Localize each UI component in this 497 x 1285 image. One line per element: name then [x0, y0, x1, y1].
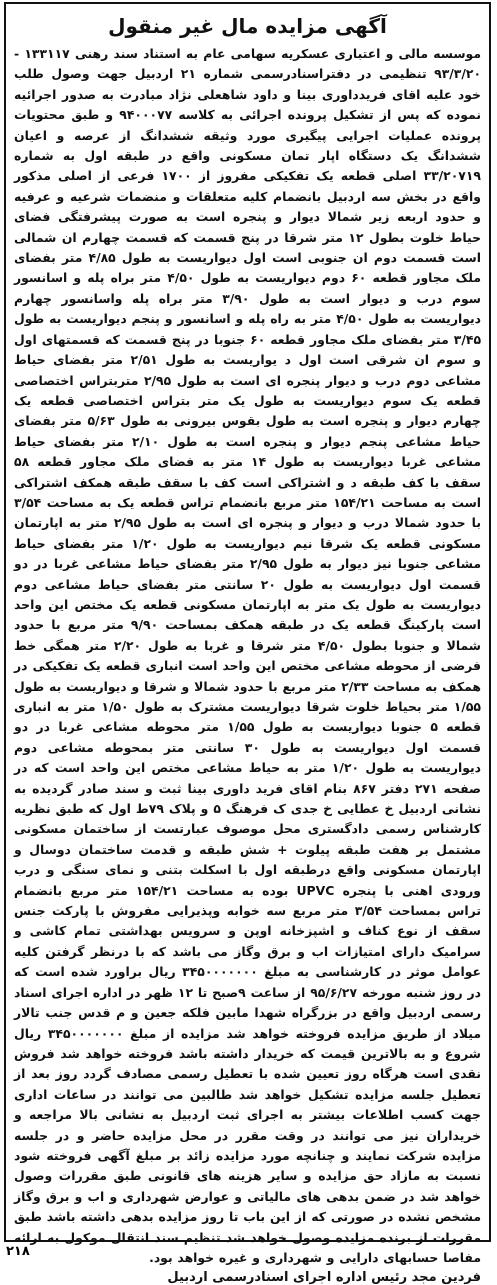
- page-number: ۲۱۸: [6, 1244, 30, 1259]
- notice-title: آگهی مزایده مال غیر منقول: [108, 14, 387, 38]
- notice-signature: فردین مجد رئیس اداره اجرای اسنادرسمی اردبیل: [167, 1270, 481, 1285]
- notice-body: موسسه مالی و اعتباری عسکریه سهامی عام به استناد سند رهنی ۱۳۳۱۱۷ - ۹۳/۳/۲۰ تنظیمی در دفتراسنادرسمی شماره ۲۱ اردبیل جهت وصول طلب خود علیه اقای فریدداوری بینا و داود شاهعلی نژاد مبادرت به صدور اجرائیه نموده که پس از تشکیل پرونده اجرائی به کلاسه ۹۴۰۰۰۷۷ و طبق محتویات پرونده عملیات اجرایی پیگیری مورد وثیقه ششدانگ از عرصه و اعیان ششدانگ یک دستگاه اپار تمان مسکونی واقع در طبقه اول به شماره ۳۳/۲۰۷۱۹ اصلی قطعه یک تفکیکی مفروز از ۱۷۰۰ فرعی از اصلی مذکور واقع در بخش سه اردبیل بانضمام کلیه متعلقات و منضمات شرعیه و عرفیه و حدود اربعه زیر شمالا دیوار و پنجره است به صورت پیشرفتگی فضای حیاط خلوت بطول ۱۲ متر شرقا در پنج قسمت که قسمت چهارم ان شمالی است قسمت دوم ان جنوبی است اول دیواریست به طول ۴/۸۵ متر بفضای ملک مجاور قطعه ۶۰ دوم دیواریست به طول ۴/۵۰ متر براه پله و اسانسور سوم درب و دیوار است به طول ۳/۹۰ متر براه پله واسانسور چهارم دیواریست به طول ۴/۵۰ متر به راه پله و اسانسور و پنجم دیواریست به طول ۳/۴۵ متر بفضای ملک مجاور قطعه ۶۰ جنوبا در پنج قسمت که قسمتهای اول و سوم ان شرقی است اول د یواریست به طول ۲/۵۱ متر بفضای حیاط مشاعی دوم درب و دیوار پنجره ای است به طول ۲/۹۵ متربتراس اختصاصی قطعه یک سوم دیواریست به طول یک متر بتراس اختصاصی قطعه یک چهارم دیوار و پنجره است به طول بقوس بیرونی به طول ۵/۶۳ متر بفضای حیاط مشاعی پنجم دیوار و پنجره است به طول ۲/۱۰ متر بفضای حیاط مشاعی غربا دیواریست به طول ۱۴ متر به فضای ملک مجاور قطعه ۵۸ سقف با کف طبقه د و اشتراکی است کف با سقف طبقه همکف اشتراکی است به مساحت ۱۵۴/۲۱ متر مربع بانضمام تراس قطعه یک به مساحت ۳/۵۴ با حدود شمالا درب و دیوار و پنجره ای است به طول ۲/۹۵ متر به اپارتمان مسکونی قطعه یک شرقا نیم دیواریست به طول ۱/۲۰ متر بفضای حیاط مشاعی جنوبا نیز دیوار به طول ۲/۹۵ متر بفضای حیاط مشاعی غربا در دو قسمت اول دیواریست به طول ۲۰ سانتی متر بفضای حیاط مشاعی دوم دیواریست به طول یک متر به اپارتمان مسکونی قطعه یک مختص این واحد است پارکینگ قطعه یک در طبقه همکف بمساحت ۹/۹۰ متر مربع با حدود شمالا و جنوبا بطول ۴/۵۰ متر شرقا و غربا به طول ۲/۲۰ متر همگی خط فرضی از محوطه مشاعی مختص این واحد است انباری قطعه یک تفکیکی در همکف به مساحت ۲/۳۳ متر مربع با حدود شمالا و شرقا و دیواریست به طول ۱/۵۵ متر بحیاط خلوت شرقا دیواریست مشترک به طول ۱/۵۰ متر به انباری قطعه ۵ جنوبا دیواریست به طول ۱/۵۵ متر محوطه مشاعی غربا در دو قسمت اول دیواریست به طول ۳۰ سانتی متر بمحوطه مشاعی دوم دیواریست به طول ۱/۲۰ متر به حیاط مشاعی مختص این واحد است که در صفحه ۲۷۱ دفتر ۸۶۷ بنام اقای فرید داوری بینا ثبت و سند صادر گردیده به نشانی اردبیل خ عطایی خ جدی ک فرهنگ ۵ و پلاک ۷۹ط اول که طبق نظریه کارشناس رسمی دادگستری محل موصوف عبارتست از ساختمان مسکونی مشتمل بر هفت طبقه پیلوت + شش طبقه و قدمت ساختمان دوسال و اپارتمان مسکونی واقع درطبقه اول با اسکلت بتنی و نمای سنگی و درب ورودی اهنی با پنجره UPVC بوده به مساحت ۱۵۴/۲۱ متر مربع بانضمام تراس بمساحت ۳/۵۴ متر مربع سه خوابه وپذیرایی مفروش با پارکت جنس سقف از نوع کناف و اشپزخانه اوپن و سرویس بهداشتی تمام کاشی و سرامیک دارای امتیازات اب و برق وگاز می باشد که با درنظر گرفتن کلیه عوامل موثر در کارشناسی به مبلغ ۳۴۵۰۰۰۰۰۰۰ ریال براورد شده است که در روز شنبه مورخه ۹۵/۶/۲۷ از ساعت ۹صبح تا ۱۲ ظهر در اداره اجرای اسناد رسمی اردبیل واقع در بزرگراه شهدا مابین فلکه جعین و م قدس جنب تالار میلاد از طریق مزایده فروخته خواهد شد مزایده از مبلغ ۳۴۵۰۰۰۰۰۰۰ ریال شروع و به بالاترین قیمت که خریدار داشته باشد فروخته خواهد شد فروش نقدی است هرگاه روز تعیین شده با تعطیل رسمی مصادف گردد روز بعد از تعطیل جلسه مزایده تشکیل خواهد شد طالبین می توانند در ساعات اداری جهت کسب اطلاعات بیشتر به اجرای ثبت اردبیل به نشانی بالا مراجعه و خریداران نیز می توانند در وقت مقرر در محل مزایده حاضر و در جلسه مزایده شرکت نمایند و چنانچه مورد مزایده زائد بر مبلغ آگهی فروخته شود نسبت به مازاد حق مزایده و سایر هزینه های قانونی طبق مقررات وصول خواهد شد در ضمن بدهی های مالیاتی و عوارض شهرداری و اب و برق وگاز مشخص نشده در صورتی که از این باب تا روز مزایده بدهی داشته باشد طبق مقررات از برنده مزایده وصول خواهد شد تنظیم سند انتقال موکول به ارائه مفاصا حسابهای دارایی و شهرداری و غیره خواهد بود.: [14, 46, 482, 1265]
